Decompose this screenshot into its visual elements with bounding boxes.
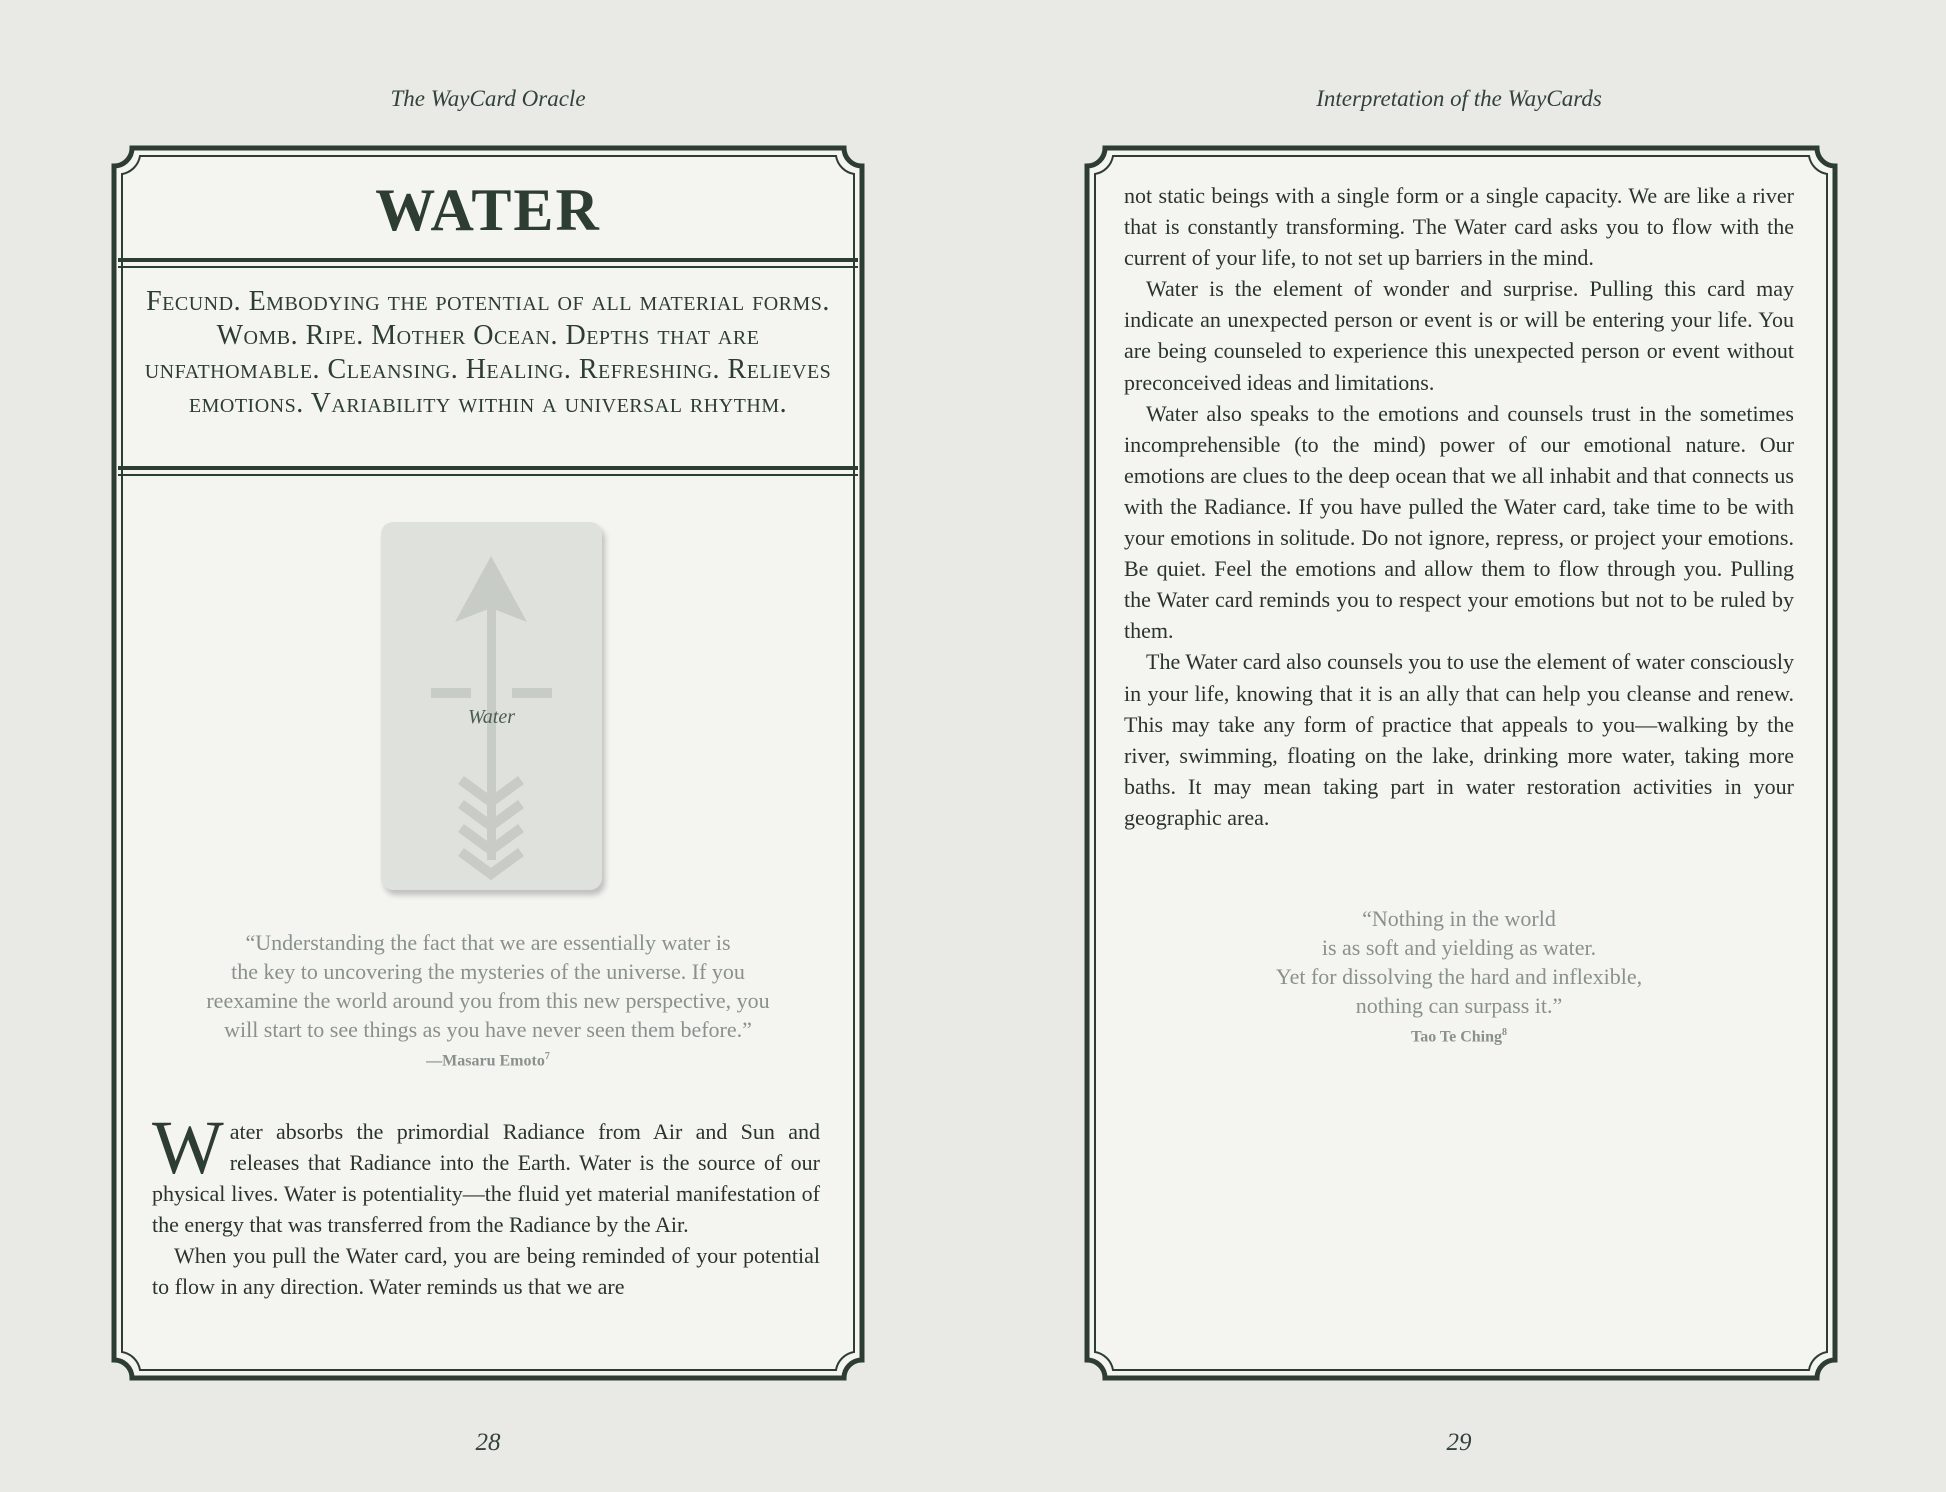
quote-line: “Understanding the fact that we are essentially water is <box>245 930 731 955</box>
quote-line: will start to see things as you have never seen them before.” <box>224 1017 752 1042</box>
quote-line: nothing can surpass it.” <box>1355 993 1563 1018</box>
running-head-right: Interpretation of the WayCards <box>1316 86 1602 111</box>
water-card-image <box>381 522 602 890</box>
paragraph: Water also speaks to the emotions and counsels trust in the sometimes incomprehensible (to the mind) power of our emotional nature. Our emotions are clues to the deep ocean that we all inhabit and that connects us with the Radiance. If you have pulled the Water card, take time to be with your emotions in solitude. Do not ignore, repress, or project your emotions. Be quiet. Feel the emotions and allow them to flow through you. Pulling the Water card reminds you to respect your emotions but not to be ruled by them. <box>1124 400 1794 644</box>
paragraph: Water absorbs the primordial Radiance from Air and Sun and releases that Radiance into the Earth. Water is the source of our physical lives. Water is potentiality—the fluid yet material manifestation of the energy that was transferred from the Radiance by the Air. <box>152 1106 820 1237</box>
closing-quote <box>1124 904 1794 1048</box>
paragraph: When you pull the Water card, you are being reminded of your potential to flow in any direction. Water reminds us that we are <box>152 1243 820 1299</box>
footnote-marker: 8 <box>1502 1027 1507 1038</box>
body-text-left <box>152 1106 820 1302</box>
body-text-right <box>1124 180 1794 833</box>
quote-line: reexamine the world around you from this new perspective, you <box>206 988 770 1013</box>
quote-line: “Nothing in the world <box>1362 906 1556 931</box>
card-label: Water <box>467 706 516 728</box>
quote-attribution: Tao Te Ching$^8$ <box>1410 1027 1507 1046</box>
running-head-left: The WayCard Oracle <box>390 86 586 111</box>
epigraph-quote <box>140 928 836 1072</box>
footnote-marker: 7 <box>544 1051 550 1062</box>
quote-attribution: —Masaru Emoto$^7$ <box>426 1051 550 1070</box>
page-title: WATER <box>375 177 601 243</box>
page-number-left: 28 <box>475 1429 501 1456</box>
paragraph: The Water card also counsels you to use the element of water consciously in your life, knowing that it is an ally that can help you cleanse and renew. This may take any form of practice that appeals to you—walking by the river, swimming, floating on the lake, drinking more water, taking more baths. It may mean taking part in water restoration activities in your geographic area. <box>1124 649 1794 830</box>
quote-line: is as soft and yielding as water. <box>1321 935 1597 960</box>
quote-line: Yet for dissolving the hard and inflexible, <box>1275 964 1643 989</box>
drop-cap: W <box>152 1106 224 1190</box>
paragraph: Water is the element of wonder and surprise. Pulling this card may indicate an unexpected person or event is or will be entering your life. You are being counseled to experience this unexpected person or event without preconceived ideas and limitations. <box>1124 276 1794 395</box>
page-number-right: 29 <box>1446 1429 1472 1456</box>
quote-line: the key to uncovering the mysteries of the universe. If you <box>231 959 745 984</box>
keywords-block: Fecund. Embodying the potential of all material forms. Womb. Ripe. Mother Ocean. Depths that are unfathomable. Cleansing. Healing. Refreshing. Relieves emotions. Variability within a universal rhythm. <box>144 286 832 419</box>
paragraph: not static beings with a single form or a single capacity. We are like a river that is constantly transforming. The Water card asks you to flow with the current of your life, to not set up barriers in the mind. <box>1124 183 1794 271</box>
